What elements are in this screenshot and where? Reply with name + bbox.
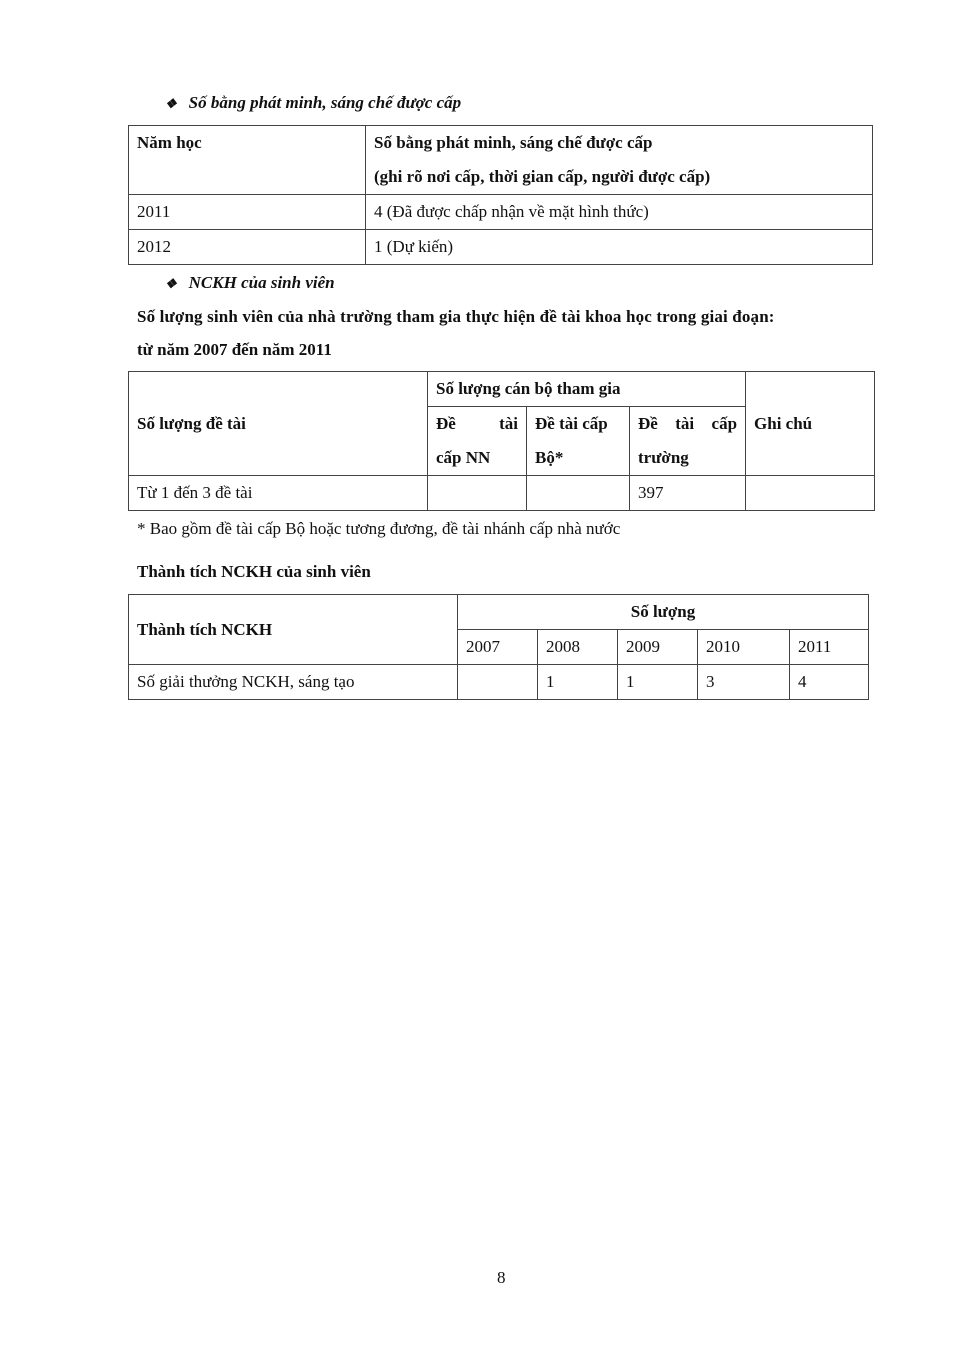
- table-header-row: [129, 372, 875, 407]
- table-row: [129, 195, 873, 230]
- table-row: [129, 476, 875, 511]
- diamond-bullet-icon: ❖: [165, 276, 177, 291]
- student-research-heading: [165, 273, 335, 294]
- cell-year: 2011: [129, 195, 366, 230]
- patents-heading-text: Số bằng phát minh, sáng chế được cấp: [188, 93, 462, 112]
- diamond-bullet-icon: ❖: [165, 96, 177, 111]
- header-year: 2007: [458, 630, 538, 665]
- cell-value: [458, 665, 538, 700]
- word: trường: [638, 448, 689, 467]
- header-patent-count-line2: (ghi rõ nơi cấp, thời gian cấp, người được cấp): [374, 167, 711, 186]
- cell-ministry: [527, 476, 630, 511]
- header-year: 2010: [698, 630, 790, 665]
- table-row: [129, 665, 869, 700]
- header-academic-year: Năm học: [129, 126, 366, 195]
- achievements-table: [128, 594, 869, 700]
- student-research-intro-line2: từ năm 2007 đến năm 2011: [137, 340, 332, 359]
- student-research-table: [128, 371, 875, 511]
- cell-patents: 4 (Đã được chấp nhận về mặt hình thức): [366, 195, 873, 230]
- header-staff-count: Số lượng cán bộ tham gia: [428, 372, 746, 407]
- table-row: [129, 230, 873, 265]
- header-year: 2011: [790, 630, 869, 665]
- patents-table: [128, 125, 873, 265]
- line: Đề tài cấp: [535, 414, 608, 433]
- header-notes: Ghi chú: [746, 372, 875, 476]
- header-patent-count: [366, 126, 873, 195]
- cell-achievement-label: Số giải thưởng NCKH, sáng tạo: [129, 665, 458, 700]
- cell-school: 397: [630, 476, 746, 511]
- student-research-intro-line1: [137, 307, 869, 327]
- page-number: 8: [497, 1268, 506, 1287]
- cell-notes: [746, 476, 875, 511]
- header-year: 2009: [618, 630, 698, 665]
- patents-heading: [165, 93, 461, 114]
- cell-patents: 1 (Dự kiến): [366, 230, 873, 265]
- header-ministry-level: [527, 407, 630, 476]
- achievements-heading: Thành tích NCKH của sinh viên: [137, 562, 371, 581]
- cell-national: [428, 476, 527, 511]
- header-year: 2008: [538, 630, 618, 665]
- table-header-row: [129, 126, 873, 195]
- student-research-heading-text: NCKH của sinh viên: [188, 273, 335, 292]
- word: tài: [675, 414, 695, 433]
- word: cấp NN: [436, 448, 491, 467]
- word: cấp: [711, 414, 738, 433]
- header-patent-count-line1: Số bằng phát minh, sáng chế được cấp: [374, 133, 653, 152]
- footnote: * Bao gồm đề tài cấp Bộ hoặc tương đương, đề tài nhánh cấp nhà nước: [137, 519, 621, 538]
- cell-topic-range: Từ 1 đến 3 đề tài: [129, 476, 428, 511]
- table-header-row: [129, 595, 869, 630]
- cell-value: 1: [538, 665, 618, 700]
- header-topic-count: Số lượng đề tài: [129, 372, 428, 476]
- intro-line1-text: Số lượng sinh viên của nhà trường tham gia thực hiện đề tài khoa học trong giai đoạn:: [137, 307, 775, 326]
- cell-value: 3: [698, 665, 790, 700]
- header-national-level: [428, 407, 527, 476]
- word: Đề: [436, 414, 456, 433]
- cell-value: 4: [790, 665, 869, 700]
- header-achievement: Thành tích NCKH: [129, 595, 458, 665]
- word: Đề: [638, 414, 658, 433]
- word: tài: [499, 414, 518, 433]
- line: Bộ*: [535, 448, 564, 467]
- cell-value: 1: [618, 665, 698, 700]
- header-quantity: Số lượng: [458, 595, 869, 630]
- cell-year: 2012: [129, 230, 366, 265]
- header-school-level: [630, 407, 746, 476]
